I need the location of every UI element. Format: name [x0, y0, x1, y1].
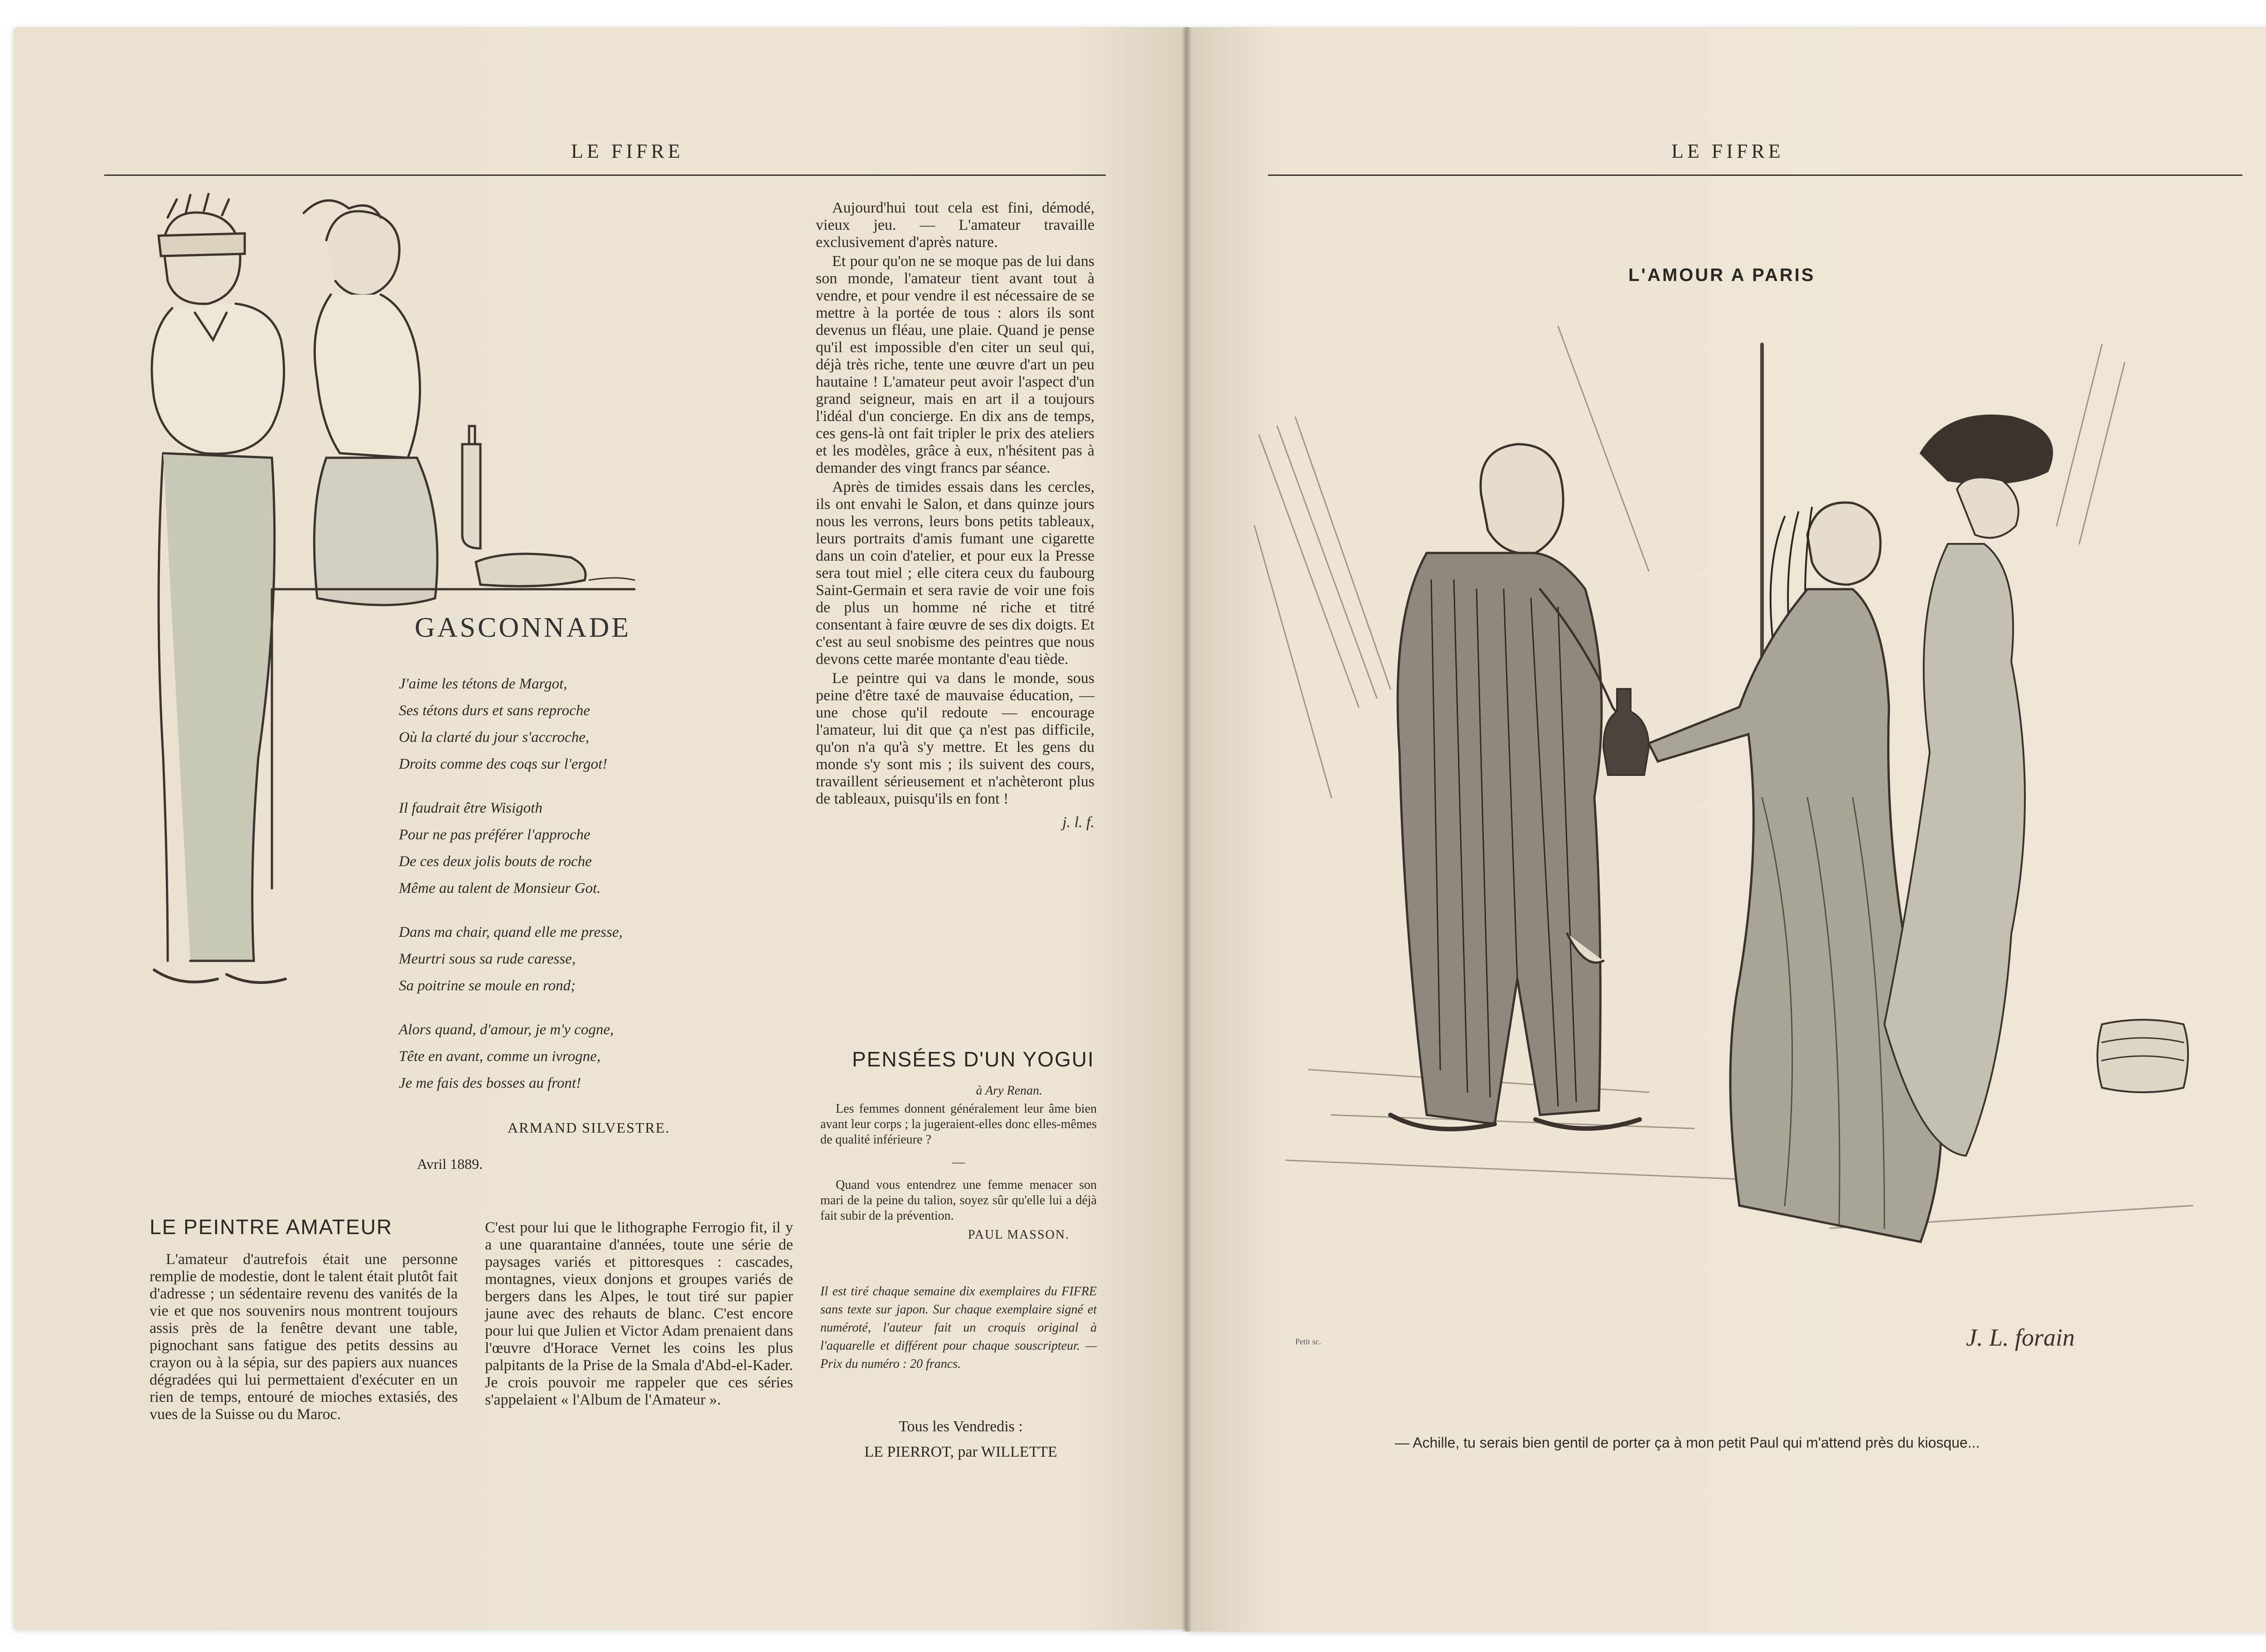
poem-line: Même au talent de Monsieur Got.	[399, 880, 601, 896]
poem-stanza	[399, 919, 743, 999]
poem-line: Dans ma chair, quand elle me presse,	[399, 924, 623, 940]
yogui-title: PENSÉES D'UN YOGUI	[852, 1047, 1094, 1071]
peintre-amateur-title: LE PEINTRE AMATEUR	[150, 1215, 393, 1239]
vendredis-line: Tous les Vendredis :	[899, 1418, 1023, 1435]
edition-notice: Il est tiré chaque semaine dix exemplaires du FIFRE sans texte sur japon. Sur chaque exemplaire signé et numéroté, l'auteur fait un croquis original à l'aquarelle et différent pour chaque souscripteur. — Prix du numéro : 20 francs.	[820, 1284, 1097, 1371]
paragraph: Et pour qu'on ne se moque pas de lui dans son monde, l'amateur tient avant tout à vendre, et pour vendre il est nécessaire de se mettre à la portée de tous : alors ils sont devenus un fléau, une plaie. Quand je pense qu'il est impossible d'en citer un seul qui, déjà très riche, tente une œuvre d'art un peu hautaine ! L'amateur peut avoir l'aspect d'un grand seigneur, mais en art il a toujours l'idéal d'un concierge. En dix ans de temps, ces gens-là ont fait tripler le prix des ateliers et les modèles, grâce à eux, n'hésitent pas à demander des vingt francs par séance.	[816, 253, 1094, 476]
yogui-section	[820, 1083, 1097, 1243]
header-rule-right	[1268, 174, 2242, 176]
paragraph: Le peintre qui va dans le monde, sous peine d'être taxé de mauvaise éducation, — une chose qu'il redoute — encourage l'amateur, lui dit que ça n'est pas difficile, qu'on n'a qu'à s'y mettre. Et les gens du monde s'y sont mis ; ils suivent des cours, travaillent sérieusement et n'achèteront plus de tableaux, puisqu'ils en font !	[816, 670, 1094, 807]
gasconnade-title: GASCONNADE	[415, 612, 631, 643]
poem-line: De ces deux jolis bouts de roche	[399, 853, 592, 870]
artist-signature: J. L. forain	[1966, 1324, 2075, 1351]
poem-stanza	[399, 795, 743, 902]
cartoon-caption: — Achille, tu serais bien gentil de porter ça à mon petit Paul qui m'attend près du kiosque...	[1395, 1434, 1980, 1451]
right-page	[1186, 27, 2266, 1632]
vendredis-line: LE PIERROT, par WILLETTE	[864, 1444, 1057, 1460]
paragraph: Après de timides essais dans les cercles, ils ont envahi le Salon, et dans quinze jours nous les verrons, leurs bons petits tableaux, leurs portraits d'amis fumant une cigarette dans un coin d'atelier, et pour eux la Presse sera tout miel ; elle citera ceux du faubourg Saint-Germain et sera ravie de voir une fois de plus un homme né riche et titré consentant à faire œuvre de ses dix doigts. Et c'est au seul snobisme des peintres que nous devons cette marée montante d'eau tiède.	[816, 479, 1094, 668]
amateur-article-continued	[816, 199, 1094, 831]
left-page	[14, 27, 1186, 1629]
amour-title: L'AMOUR A PARIS	[1628, 265, 1816, 285]
yogui-author: PAUL MASSON.	[968, 1228, 1070, 1242]
poem-line: Il faudrait être Wisigoth	[399, 800, 542, 816]
poem-line: Alors quand, d'amour, je m'y cogne,	[399, 1022, 614, 1038]
poem-line: Où la clarté du jour s'accroche,	[399, 729, 590, 746]
magazine-spread	[14, 27, 2266, 1632]
poem-date: Avril 1889.	[417, 1156, 483, 1172]
poem-line: Meurtri sous sa rude caresse,	[399, 951, 576, 967]
yogui-thought: Les femmes donnent généralement leur âme bien avant leur corps ; la jugeraient-elles donc elles-mêmes de qualité inférieure ?	[820, 1102, 1097, 1147]
paragraph: L'amateur d'autrefois était une personne remplie de modestie, dont le talent était plutôt fait d'adresse ; un sédentaire revenu des vanités de la vie et que nos souvenirs nous montrent toujours assis près de la fenêtre devant une table, pignochant sans fatigue des petits dessins au crayon ou à la sépia, sur des papiers aux nuances dégradées qui lui permettaient d'exécuter en un rien de temps, entouré de mioches extasiés, des vues de la Suisse ou du Maroc.	[150, 1251, 458, 1423]
header-rule-left	[104, 174, 1106, 176]
poem-line: Tête en avant, comme un ivrogne,	[399, 1048, 601, 1065]
peintre-amateur-col2	[485, 1219, 793, 1410]
poem-line: Sa poitrine se moule en rond;	[399, 978, 576, 994]
peintre-amateur-col1	[150, 1251, 458, 1425]
poem-line: Je me fais des bosses au front!	[399, 1075, 581, 1091]
amour-illustration	[1241, 299, 2266, 1410]
yogui-dedication: à Ary Renan.	[976, 1084, 1042, 1098]
running-head-left: LE FIFRE	[571, 140, 684, 162]
poem-line: Droits comme des coqs sur l'ergot!	[399, 756, 608, 772]
paragraph: Aujourd'hui tout cela est fini, démodé, vieux jeu. — L'amateur travaille exclusivement d'après nature.	[816, 199, 1094, 251]
poem-line: J'aime les tétons de Margot,	[399, 676, 567, 692]
poem-stanza	[399, 671, 743, 778]
spread-gutter	[1182, 27, 1192, 1632]
paragraph: C'est pour lui que le lithographe Ferrogio fit, il y a une quarantaine d'années, toute une série de paysages variés et pittoresques : cascades, montagnes, vieux donjons et groupes variés de bergers dans les Alpes, le tout tiré sur papier jaune avec des rehauts de blanc. C'est encore pour lui que Julien et Victor Adam prenaient dans l'œuvre d'Horace Vernet les coins les plus palpitants de la Prise de la Smala d'Abd-el-Kader. Je crois pouvoir me rappeler que ces séries s'appelaient « l'Album de l'Amateur ».	[485, 1219, 793, 1408]
running-head-right: LE FIFRE	[1671, 140, 1784, 162]
poem-author: ARMAND SILVESTRE.	[508, 1119, 670, 1136]
yogui-thought: Quand vous entendrez une femme menacer son mari de la peine du talion, soyez sûr qu'elle lui a déjà fait subir de la prévention.	[820, 1178, 1097, 1223]
poem-line: Ses tétons durs et sans reproche	[399, 702, 590, 719]
vendredis-notice	[820, 1414, 1101, 1465]
poem-stanza	[399, 1017, 743, 1097]
article-signature: j. l. f.	[1062, 814, 1094, 831]
separator-dash: —	[952, 1155, 965, 1169]
printer-credit: Petit sc.	[1295, 1337, 1321, 1346]
poem-line: Pour ne pas préférer l'approche	[399, 827, 591, 843]
gasconnade-poem	[399, 671, 743, 1114]
